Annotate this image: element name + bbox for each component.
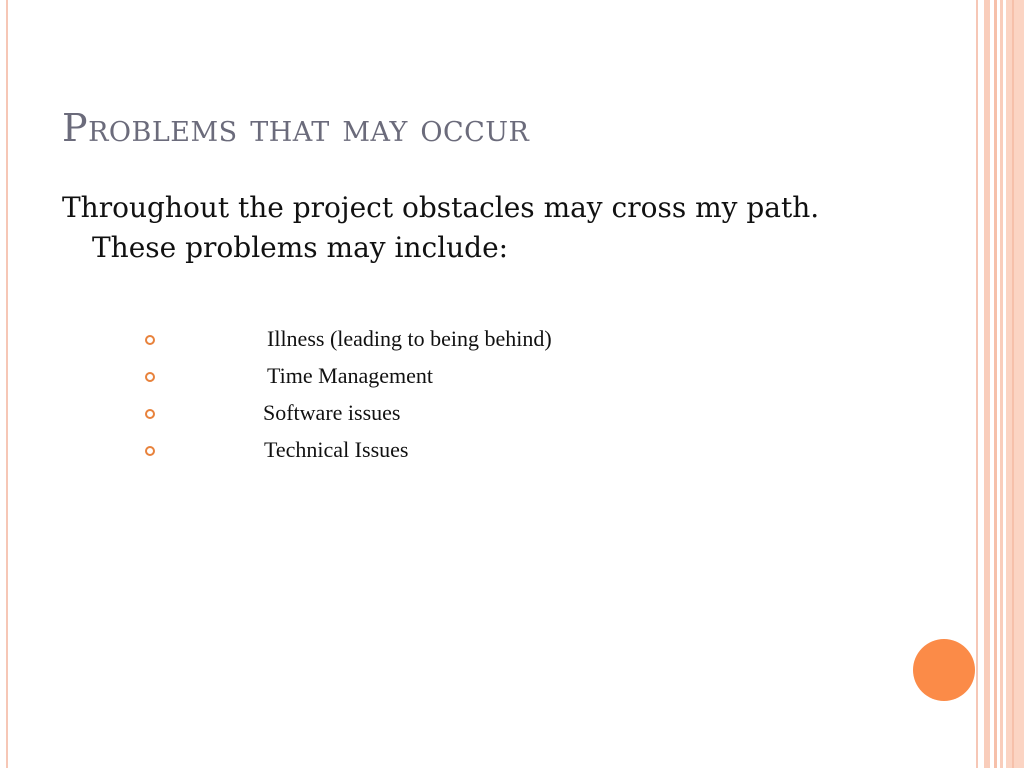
decorative-circle xyxy=(913,639,975,701)
right-border-stripe xyxy=(1012,0,1014,768)
list-item-label: Illness (leading to being behind) xyxy=(267,326,552,351)
body-paragraph: Throughout the project obstacles may cross my path. These problems may include: xyxy=(62,191,820,264)
left-border-line xyxy=(6,0,8,768)
bullet-circle-icon xyxy=(145,335,155,345)
bullet-circle-icon xyxy=(145,409,155,419)
slide-title: Problems that may occur xyxy=(62,106,530,150)
list-item-label: Technical Issues xyxy=(264,437,409,462)
right-border-stripe xyxy=(976,0,978,768)
list-item-label: Software issues xyxy=(263,400,401,425)
bullet-circle-icon xyxy=(145,446,155,456)
right-border-stripe xyxy=(984,0,990,768)
list-item-label: Time Management xyxy=(267,363,433,388)
right-border-stripe xyxy=(994,0,997,768)
right-border-stripe xyxy=(1000,0,1003,768)
bullet-circle-icon xyxy=(145,372,155,382)
right-border-stripe xyxy=(1006,0,1024,768)
